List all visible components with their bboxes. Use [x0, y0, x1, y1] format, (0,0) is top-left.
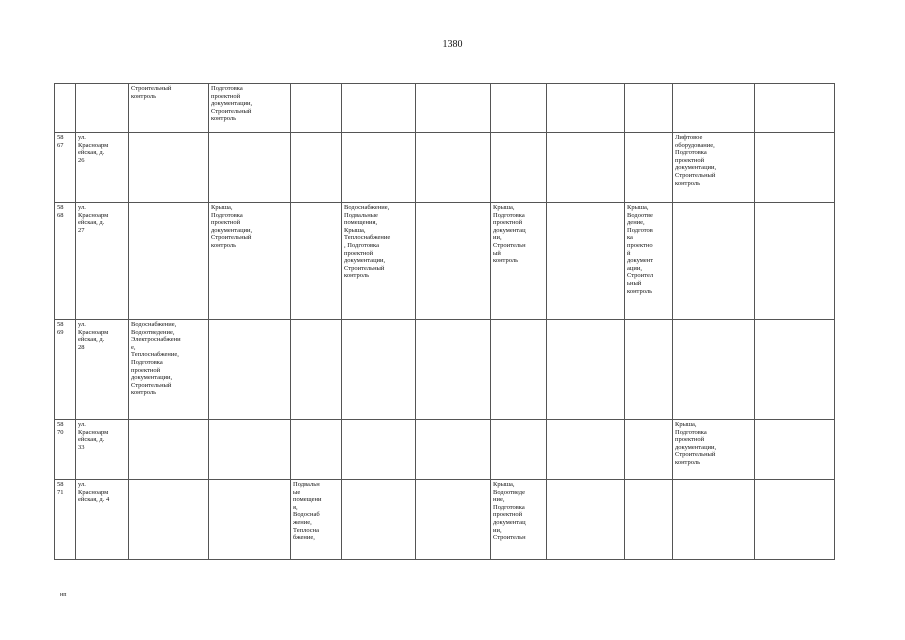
table-cell	[291, 203, 342, 320]
table-cell: Водоснабжение, Водоотведение, Электроснабжени е, Теплоснабжение, Подготовка проектной документации, Строительный контроль	[129, 320, 209, 420]
table-cell	[547, 420, 625, 480]
table-cell	[547, 320, 625, 420]
table-row	[55, 133, 835, 203]
table-cell: ул. Красноарм ейская, д. 27	[76, 203, 129, 320]
table-cell: Крыша, Подготовка проектной документации, Строительный контроль	[673, 420, 755, 480]
table-cell	[755, 203, 835, 320]
table-cell: ул. Красноарм ейская, д. 26	[76, 133, 129, 203]
table-cell	[209, 480, 291, 560]
table-cell: ул. Красноарм ейская, д. 33	[76, 420, 129, 480]
table-cell: Водоснабжение, Подвальные помещения, Крыша, Теплоснабжение , Подготовка проектной документации, Строительный контроль	[342, 203, 416, 320]
table-cell	[209, 320, 291, 420]
table-cell	[625, 320, 673, 420]
table-cell	[416, 320, 491, 420]
table-row	[55, 420, 835, 480]
table-cell	[209, 420, 291, 480]
table-cell	[755, 480, 835, 560]
table-cell: Крыша, Подготовка проектной документации, Строительный контроль	[209, 203, 291, 320]
table-cell	[291, 420, 342, 480]
table-cell	[291, 84, 342, 133]
repair-schedule-table	[54, 83, 835, 560]
table-cell	[547, 480, 625, 560]
table-row	[55, 320, 835, 420]
table-cell	[342, 420, 416, 480]
table-cell	[755, 84, 835, 133]
table-cell	[342, 480, 416, 560]
table-cell	[416, 480, 491, 560]
table-cell	[625, 420, 673, 480]
table-cell	[625, 133, 673, 203]
table-cell	[291, 133, 342, 203]
table-cell	[342, 84, 416, 133]
table-cell	[209, 133, 291, 203]
table-cell: Крыша, Водоотве дение, Подготов ка проектно й документ ации, Строител ьный контроль	[625, 203, 673, 320]
table-cell	[547, 84, 625, 133]
table-cell: Крыша, Подготовка проектной документац ии, Строительн ый контроль	[491, 203, 547, 320]
table-cell	[625, 84, 673, 133]
table-cell	[416, 203, 491, 320]
table-cell	[547, 133, 625, 203]
table-cell	[755, 320, 835, 420]
table-cell: 58 71	[55, 480, 76, 560]
table-cell	[673, 480, 755, 560]
table-cell: 58 70	[55, 420, 76, 480]
table-row	[55, 203, 835, 320]
table-cell: Подготовка проектной документации, Строительный контроль	[209, 84, 291, 133]
table-cell	[755, 420, 835, 480]
table-cell	[129, 420, 209, 480]
table-cell	[491, 420, 547, 480]
table-cell	[55, 84, 76, 133]
table-cell	[416, 420, 491, 480]
table-cell	[416, 133, 491, 203]
table-cell	[129, 203, 209, 320]
table-row	[55, 84, 835, 133]
table-cell	[673, 203, 755, 320]
page-number: 1380	[442, 39, 463, 50]
table-cell: Крыша, Водоотведе ние, Подготовка проектной документац ии, Строительн	[491, 480, 547, 560]
table-cell: 58 69	[55, 320, 76, 420]
table-cell	[673, 320, 755, 420]
table-cell	[342, 320, 416, 420]
table-cell	[491, 84, 547, 133]
table-cell	[129, 480, 209, 560]
table-cell	[625, 480, 673, 560]
table-cell	[129, 133, 209, 203]
table-cell	[547, 203, 625, 320]
table-cell: Лифтовое оборудование, Подготовка проектной документации, Строительный контроль	[673, 133, 755, 203]
table-cell: 58 68	[55, 203, 76, 320]
table-cell	[673, 84, 755, 133]
table-cell: Строительный контроль	[129, 84, 209, 133]
table-cell	[342, 133, 416, 203]
table-cell	[755, 133, 835, 203]
table-cell	[76, 84, 129, 133]
table-cell: ул. Красноарм ейская, д. 4	[76, 480, 129, 560]
table-row	[55, 480, 835, 560]
table-cell: 58 67	[55, 133, 76, 203]
table-cell	[491, 133, 547, 203]
table-cell	[491, 320, 547, 420]
table-cell	[291, 320, 342, 420]
table-cell: ул. Красноарм ейская, д. 28	[76, 320, 129, 420]
table-cell	[416, 84, 491, 133]
footer-mark: нп	[60, 592, 67, 598]
table-cell: Подвальн ые помещени я, Водоснаб жение, Теплосна бжение,	[291, 480, 342, 560]
